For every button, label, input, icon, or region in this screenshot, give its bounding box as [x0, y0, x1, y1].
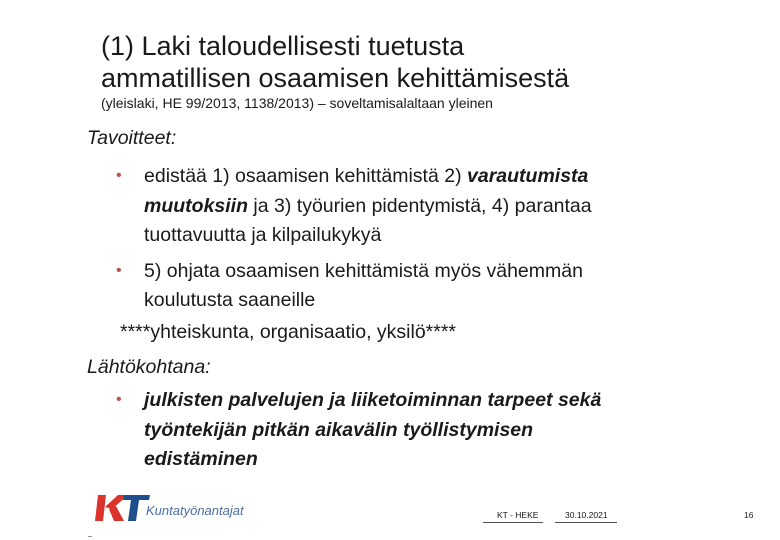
slide-title-line-1: (1) Laki taloudellisesti tuetusta [101, 31, 465, 61]
bullet-1-line-1 [144, 164, 588, 188]
bullet-3-line-2: työntekijän pitkän aikavälin työllistymisen [144, 419, 534, 441]
bullet-3-line-1: julkisten palvelujen ja liiketoiminnan tarpeet sekä [144, 389, 602, 411]
bullet-1-emphasis-a: varautumista [467, 165, 589, 187]
footer-divider-2 [555, 522, 617, 523]
footer-page-number: 16 [744, 510, 754, 520]
bullet-2-marker: • [116, 262, 122, 279]
kuntatyonantajat-logo [92, 491, 282, 525]
bullet-3-marker: • [116, 391, 122, 408]
slide-subtitle: (yleislaki, HE 99/2013, 1138/2013) – soveltamisalaltaan yleinen [101, 95, 493, 111]
kt-logo-mark-icon [92, 491, 152, 525]
bullet-1-line-3: tuottavuutta ja kilpailukykyä [144, 224, 382, 246]
stars-line: ****yhteiskunta, organisaatio, yksilö**** [120, 321, 457, 343]
slide-title-line-2: ammatillisen osaamisen kehittämisestä [101, 63, 570, 93]
logo-wordmark: Kuntatyönantajat [146, 503, 244, 518]
goals-label: Tavoitteet: [87, 127, 177, 149]
footer-date: 30.10.2021 [565, 510, 608, 520]
bullet-1-line-2 [144, 194, 592, 218]
bullet-3-line-3: edistäminen [144, 448, 258, 470]
bullet-2-line-1: 5) ohjata osaamisen kehittämistä myös vähemmän [144, 260, 583, 282]
bullet-1-text-a: edistää 1) osaamisen kehittämistä 2) [144, 165, 467, 187]
bullet-2-line-2: koulutusta saaneille [144, 289, 316, 311]
corner-mark [88, 536, 92, 537]
start-label: Lähtökohtana: [87, 356, 211, 378]
footer-divider-1 [483, 522, 543, 523]
bullet-1-emphasis-b: muutoksiin [144, 195, 249, 217]
bullet-1-marker: • [116, 167, 122, 184]
bullet-1-text-b: ja 3) työurien pidentymistä, 4) parantaa [248, 195, 592, 217]
footer-author: KT - HEKE [497, 510, 539, 520]
slide-title [101, 30, 761, 94]
